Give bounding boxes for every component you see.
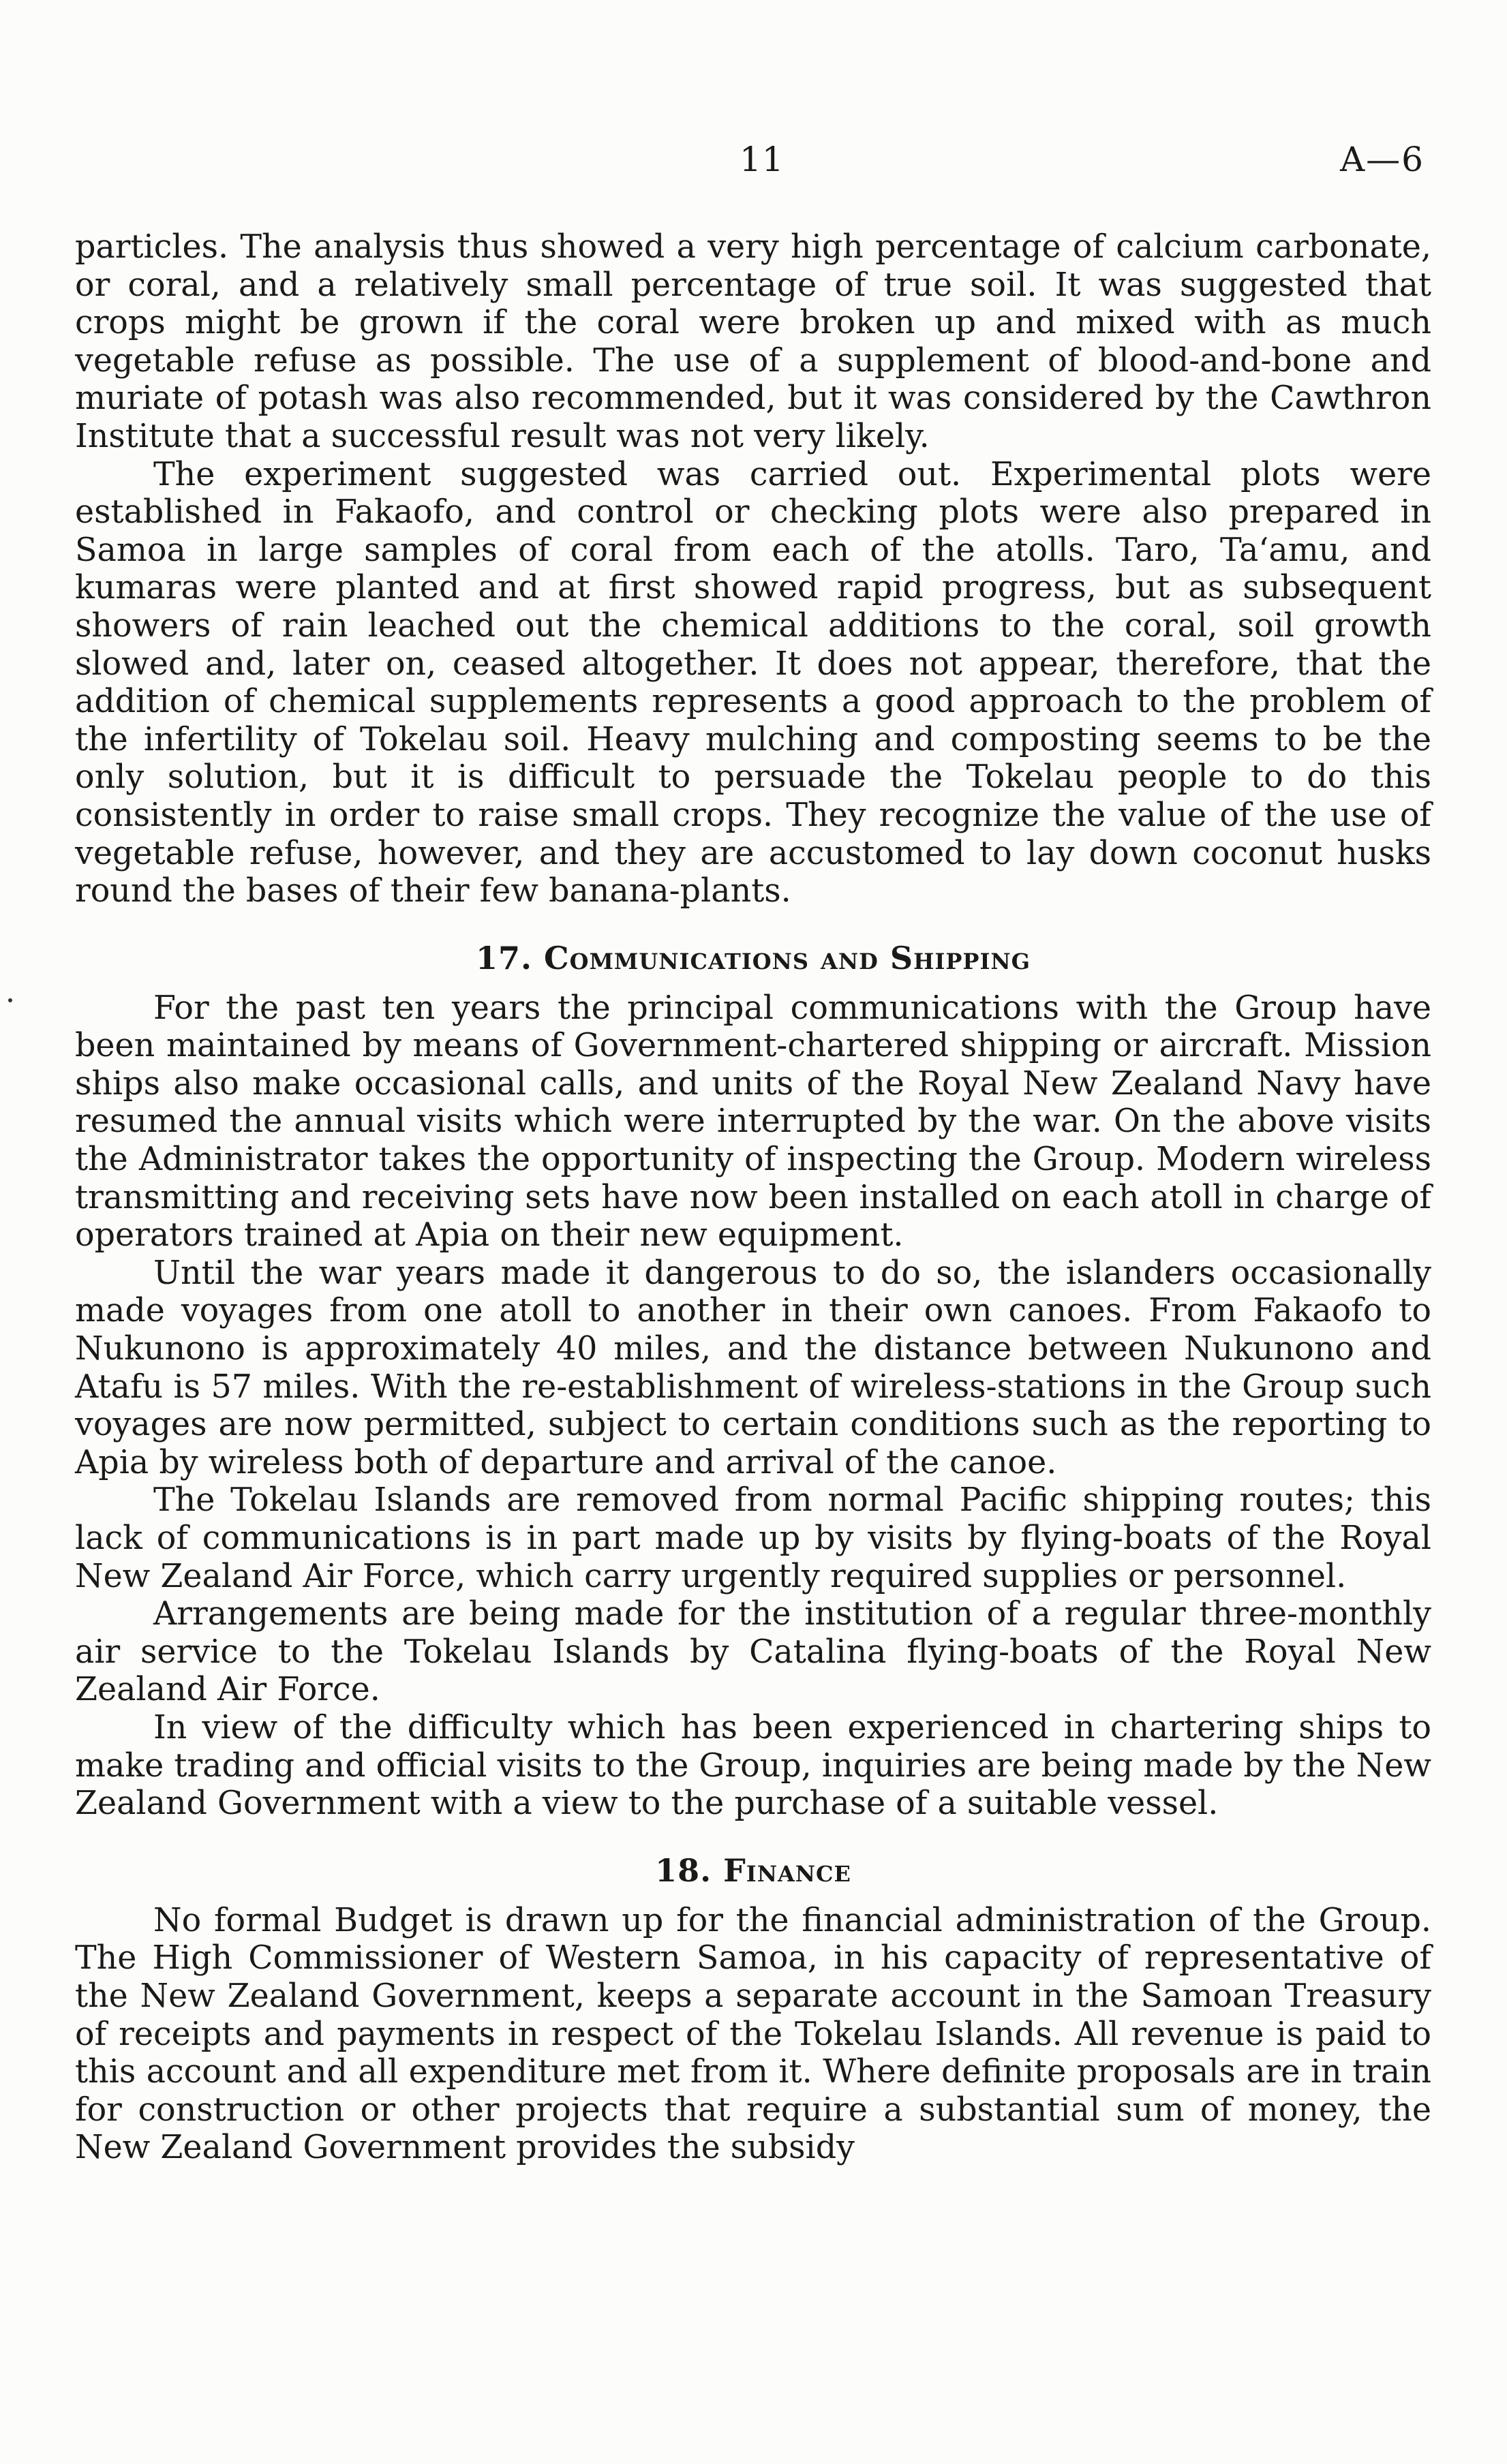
paragraph-shipping-routes: The Tokelau Islands are removed from normal Pacific shipping routes; this lack of communications is in part made up by visits by flying-boats of the Royal New Zealand Air Force, which carry urgently required supplies or personnel. xyxy=(75,1481,1431,1595)
paragraph-vessel-purchase: In view of the difficulty which has been experienced in chartering ships to make trading and official visits to the Group, inquiries are being made by the New Zealand Government with a view to the purchase of a suitable vessel. xyxy=(75,1708,1431,1823)
paragraph-canoe-voyages: Until the war years made it dangerous to do so, the islanders occasionally made voyages from one atoll to another in their own canoes. From Fakaofo to Nukunono is approximately 40 miles, and the distance between Nukunono and Atafu is 57 miles. With the re-establishment of wireless-stations in the Group such voyages are now permitted, subject to certain conditions such as the reporting to Apia by wireless both of departure and arrival of the canoe. xyxy=(75,1254,1431,1481)
page-number: 11 xyxy=(740,140,785,179)
document-reference: A—6 xyxy=(1340,140,1425,179)
page-header xyxy=(75,140,1438,187)
paragraph-particles: particles. The analysis thus showed a very high percentage of calcium carbonate, or coral, and a relatively small percentage of true soil. It was suggested that crops might be grown if the coral were broken up and mixed with as much vegetable refuse as possible. The use of a supplement of blood-and-bone and muriate of potash was also recommended, but it was considered by the Cawthron Institute that a successful result was not very likely. xyxy=(75,228,1431,455)
paragraph-air-service: Arrangements are being made for the institution of a regular three-monthly air service to the Tokelau Islands by Catalina flying-boats of the Royal New Zealand Air Force. xyxy=(75,1595,1431,1709)
page-body xyxy=(75,228,1431,2167)
section-heading-communications: 17. Communications and Shipping xyxy=(475,939,1031,976)
paragraph-finance: No formal Budget is drawn up for the financial administration of the Group. The High Commissioner of Western Samoa, in his capacity of representative of the New Zealand Government, keeps a separate account in the Samoan Treasury of receipts and payments in respect of the Tokelau Islands. All revenue is paid to this account and all expenditure met from it. Where definite proposals are in train for construction or other projects that require a substantial sum of money, the New Zealand Government provides the subsidy xyxy=(75,1901,1431,2167)
margin-mark xyxy=(8,998,12,1002)
paragraph-communications: For the past ten years the principal communications with the Group have been maintained by means of Government-chartered shipping or aircraft. Mission ships also make occasional calls, and units of the Royal New Zealand Navy have resumed the annual visits which were interrupted by the war. On the above visits the Administrator takes the opportunity of inspecting the Group. Modern wireless transmitting and receiving sets have now been installed on each atoll in charge of operators trained at Apia on their new equipment. xyxy=(75,989,1431,1254)
section-heading-finance: 18. Finance xyxy=(655,1851,851,1889)
paragraph-experiment: The experiment suggested was carried out. Experimental plots were established in Fakaofo, and control or checking plots were also prepared in Samoa in large samples of coral from each of the atolls. Taro, Ta‘amu, and kumaras were planted and at first showed rapid progress, but as subsequent showers of rain leached out the chemical additions to the coral, soil growth slowed and, later on, ceased altogether. It does not appear, therefore, that the addition of chemical supplements represents a good approach to the problem of the infertility of Tokelau soil. Heavy mulching and composting seems to be the only solution, but it is difficult to persuade the Tokelau people to do this consistently in order to raise small crops. They recognize the value of the use of vegetable refuse, however, and they are accustomed to lay down coconut husks round the bases of their few banana-plants. xyxy=(75,455,1431,910)
